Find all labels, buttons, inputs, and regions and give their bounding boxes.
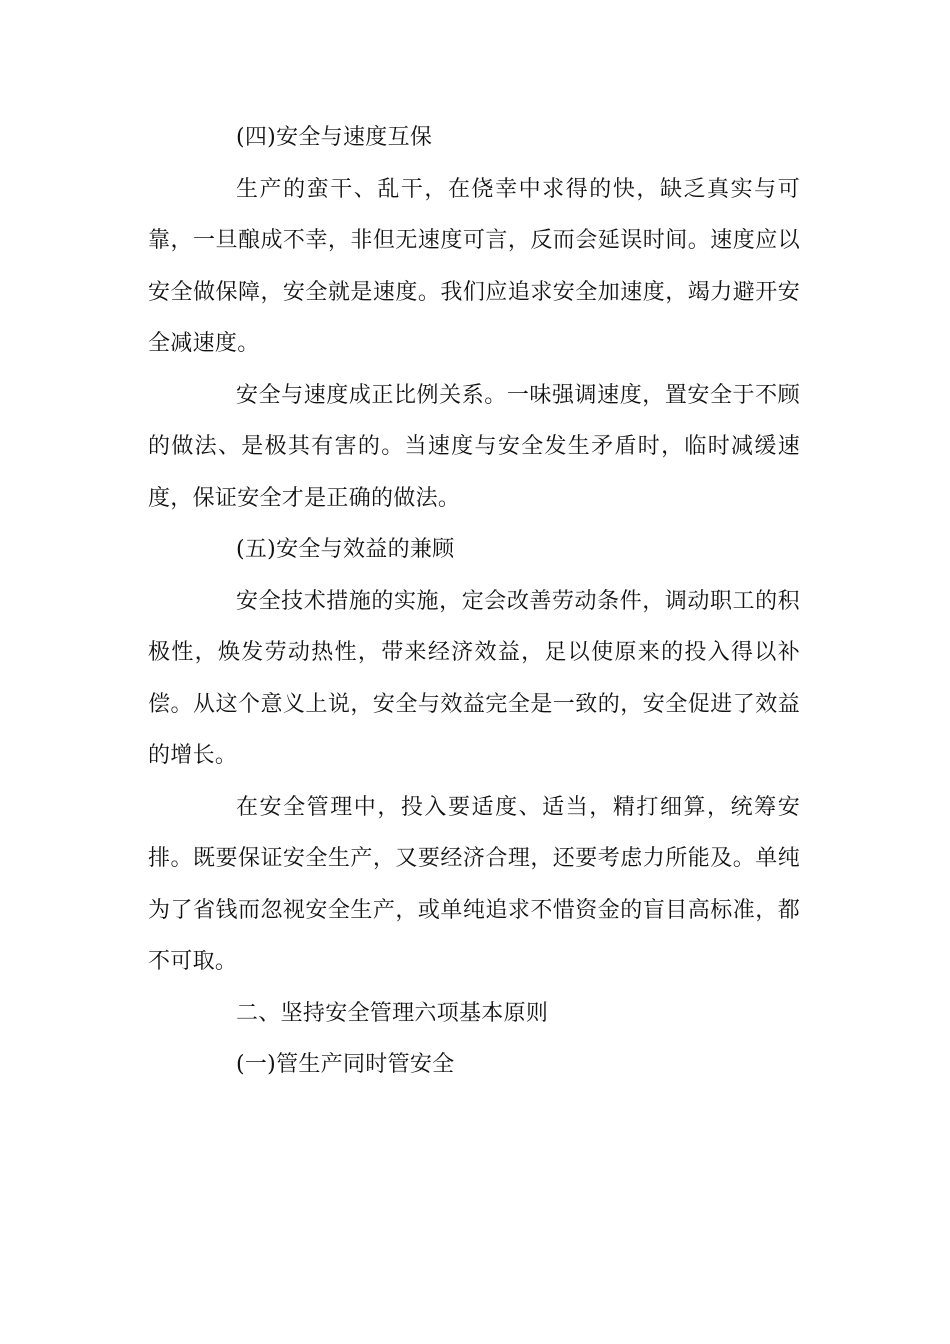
section-heading-production: (一)管生产同时管安全 (236, 1052, 455, 1077)
paragraph: 安全技术措施的实施，定会改善劳动条件，调动职工的积极性，焕发劳动热性，带来经济效益，足以使原来的投入得以补偿。从这个意义上说，安全与效益完全是一致的，安全促进了效益的增长。 (148, 588, 800, 768)
paragraph: 在安全管理中，投入要适度、适当，精打细算，统筹安排。既要保证安全生产，又要经济合理，还要考虑力所能及。单纯为了省钱而忽视安全生产，或单纯追求不惜资金的盲目高标准，都不可取。 (148, 794, 800, 974)
document-body (148, 112, 800, 1091)
section-heading-benefit: (五)安全与效益的兼顾 (236, 537, 455, 562)
paragraph: 安全与速度成正比例关系。一味强调速度，置安全于不顾的做法、是极其有害的。当速度与安全发生矛盾时，临时减缓速度，保证安全才是正确的做法。 (148, 382, 800, 511)
chapter-heading-principles: 二、坚持安全管理六项基本原则 (236, 1000, 549, 1026)
section-heading-speed: (四)安全与速度互保 (236, 125, 433, 150)
paragraph: 生产的蛮干、乱干，在侥幸中求得的快，缺乏真实与可靠，一旦酿成不幸，非但无速度可言，反而会延误时间。速度应以安全做保障，安全就是速度。我们应追求安全加速度，竭力避开安全减速度。 (148, 176, 800, 356)
